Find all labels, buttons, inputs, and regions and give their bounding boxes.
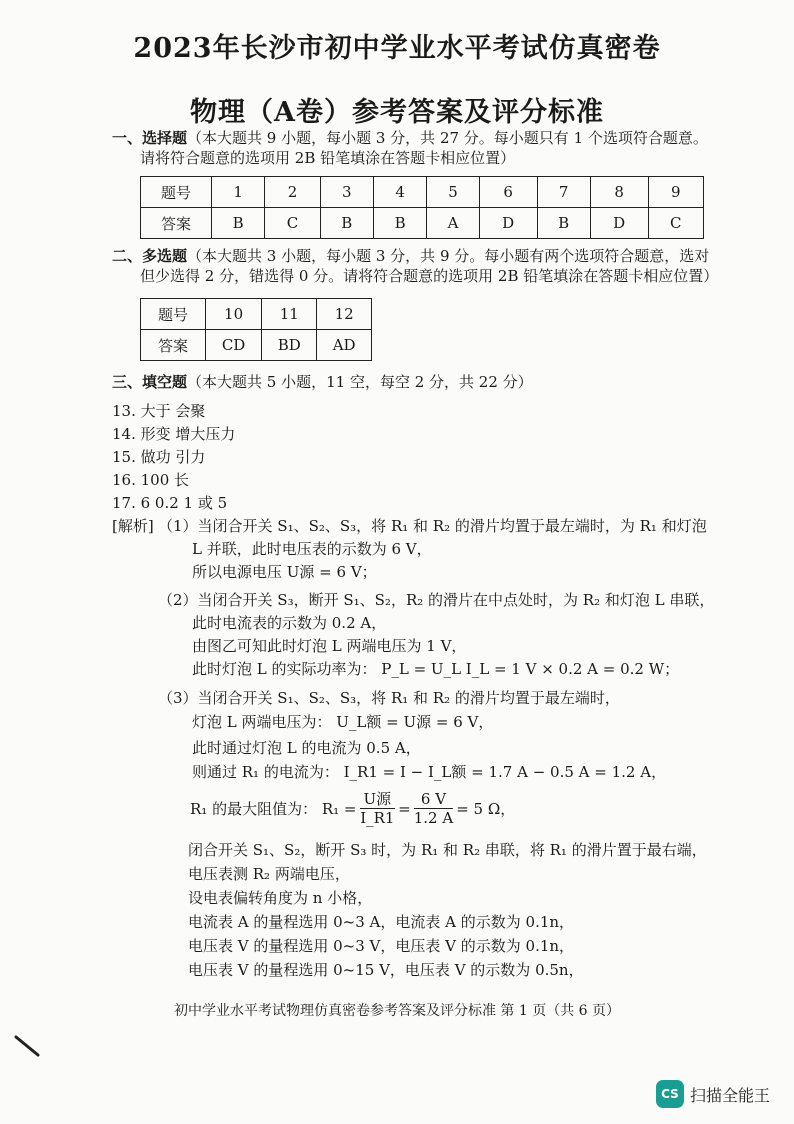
analysis-line: （3）当闭合开关 S₁、S₂、S₃，将 R₁ 和 R₂ 的滑片均置于最左端时， (158, 689, 620, 707)
table-row-label: 答案 (141, 330, 206, 361)
analysis-line: 电压表 V 的量程选用 0~15 V，电压表 V 的示数为 0.5n， (188, 961, 584, 979)
table-row-label: 题号 (141, 177, 212, 208)
answer-cell: B (320, 208, 373, 239)
r1-label: R₁ 的最大阻值为： R₁ = (190, 799, 357, 818)
analysis-line: 闭合开关 S₁、S₂，断开 S₃ 时，为 R₁ 和 R₂ 串联，将 R₁ 的滑片置于最右端， (188, 841, 707, 859)
list-item: 13. 大于 会聚 (112, 402, 206, 420)
analysis-line: 由图乙可知此时灯泡 L 两端电压为 1 V， (192, 637, 467, 655)
answer-cell: C (648, 208, 703, 239)
section2-header (112, 246, 718, 286)
table-row-label: 答案 (141, 208, 212, 239)
list-item: 14. 形变 增大压力 (112, 425, 236, 443)
section1-heading: 一、选择题 (112, 129, 188, 147)
answer-cell: A (427, 208, 479, 239)
r1-fraction-numeric (414, 790, 453, 827)
section1-desc2: 请将符合题意的选项用 2B 铅笔填涂在答题卡相应位置） (140, 149, 516, 167)
analysis-line: L 并联，此时电压表的示数为 6 V， (192, 540, 432, 558)
analysis-line: 此时通过灯泡 L 的电流为 0.5 A， (192, 739, 421, 757)
answer-cell: CD (206, 330, 262, 361)
analysis-line: 此时灯泡 L 的实际功率为： P_L = U_L I_L = 1 V × 0.2 A = 0.2 W； (192, 660, 680, 678)
scanner-logo (656, 1080, 770, 1108)
table-row-label: 题号 (141, 299, 206, 330)
analysis-line: 灯泡 L 两端电压为： U_L额 = U源 = 6 V， (192, 713, 494, 731)
question-number-cell: 5 (427, 177, 479, 208)
section3-header (112, 372, 533, 392)
list-item: 17. 6 0.2 1 或 5 (112, 494, 228, 512)
section1-header (112, 128, 708, 168)
section2-answer-table (140, 298, 372, 361)
question-number-cell: 11 (262, 299, 317, 330)
analysis-line: 则通过 R₁ 的电流为： I_R1 = I − I_L额 = 1.7 A − 0.5 A = 1.2 A， (192, 763, 667, 781)
page-title: 2023年长沙市初中学业水平考试仿真密卷 (133, 33, 661, 64)
scan-edge-mark-icon (14, 1033, 44, 1059)
r1-frac1-den: I_R1 (360, 809, 395, 827)
scanner-brand: 扫描全能王 (690, 1085, 771, 1105)
section2-desc1: （本大题共 3 小题，每小题 3 分，共 9 分。每小题有两个选项符合题意，选对 (187, 247, 710, 265)
analysis-line: 此时电流表的示数为 0.2 A， (192, 614, 387, 632)
question-number-cell: 10 (206, 299, 262, 330)
r1-formula (190, 790, 515, 827)
question-number-cell: 3 (320, 177, 373, 208)
question-number-cell: 12 (317, 299, 372, 330)
analysis-label: [解析] (112, 517, 154, 535)
r1-frac2-den: 1.2 A (413, 809, 454, 827)
analysis-line: 所以电源电压 U源 = 6 V； (192, 563, 377, 581)
answer-cell: B (212, 208, 265, 239)
section3-heading: 三、填空题 (112, 373, 188, 391)
question-number-cell: 1 (212, 177, 265, 208)
analysis-line: 电压表 V 的量程选用 0~3 V，电压表 V 的示数为 0.1n， (188, 937, 575, 955)
analysis-line: （1）当闭合开关 S₁、S₂、S₃，将 R₁ 和 R₂ 的滑片均置于最左端时，为 R₁ 和灯泡 (158, 517, 707, 535)
analysis-line: 电流表 A 的量程选用 0~3 A，电流表 A 的示数为 0.1n， (188, 913, 575, 931)
r1-frac1-num: U源 (360, 790, 396, 809)
section2-heading: 二、多选题 (112, 247, 188, 265)
answer-cell: C (265, 208, 320, 239)
answer-cell: AD (317, 330, 372, 361)
analysis-line: 设电表偏转角度为 n 小格， (188, 889, 373, 907)
page-footer: 初中学业水平考试物理仿真密卷参考答案及评分标准 第 1 页（共 6 页） (173, 1003, 621, 1019)
question-number-cell: 4 (373, 177, 426, 208)
question-number-cell: 6 (479, 177, 537, 208)
section1-answer-table (140, 176, 704, 239)
r1-result: = 5 Ω， (456, 799, 516, 818)
analysis-line: （2）当闭合开关 S₃，断开 S₁、S₂，R₂ 的滑片在中点处时，为 R₂ 和灯泡 L 串联， (158, 591, 715, 609)
list-item: 16. 100 长 (112, 471, 190, 489)
analysis-line: 电压表测 R₂ 两端电压， (188, 865, 350, 883)
page-subtitle: 物理（A卷）参考答案及评分标准 (190, 97, 604, 128)
section3-desc: （本大题共 5 小题，11 空，每空 2 分，共 22 分） (187, 373, 533, 391)
camscanner-icon: CS (656, 1080, 684, 1108)
question-number-cell: 8 (590, 177, 648, 208)
question-number-cell: 7 (537, 177, 590, 208)
section2-desc2: 但少选得 2 分，错选得 0 分。请将符合题意的选项用 2B 铅笔填涂在答题卡相应位置） (140, 267, 719, 285)
r1-fraction-symbolic (360, 790, 396, 827)
r1-frac2-num: 6 V (414, 790, 453, 809)
answer-cell: B (373, 208, 426, 239)
answer-cell: D (590, 208, 648, 239)
answer-cell: D (479, 208, 537, 239)
list-item: 15. 做功 引力 (112, 448, 206, 466)
r1-equals: = (398, 799, 411, 818)
question-number-cell: 2 (265, 177, 320, 208)
question-number-cell: 9 (648, 177, 703, 208)
answer-cell: BD (262, 330, 317, 361)
section1-desc1: （本大题共 9 小题，每小题 3 分，共 27 分。每小题只有 1 个选项符合题意。 (187, 129, 708, 147)
answer-cell: B (537, 208, 590, 239)
